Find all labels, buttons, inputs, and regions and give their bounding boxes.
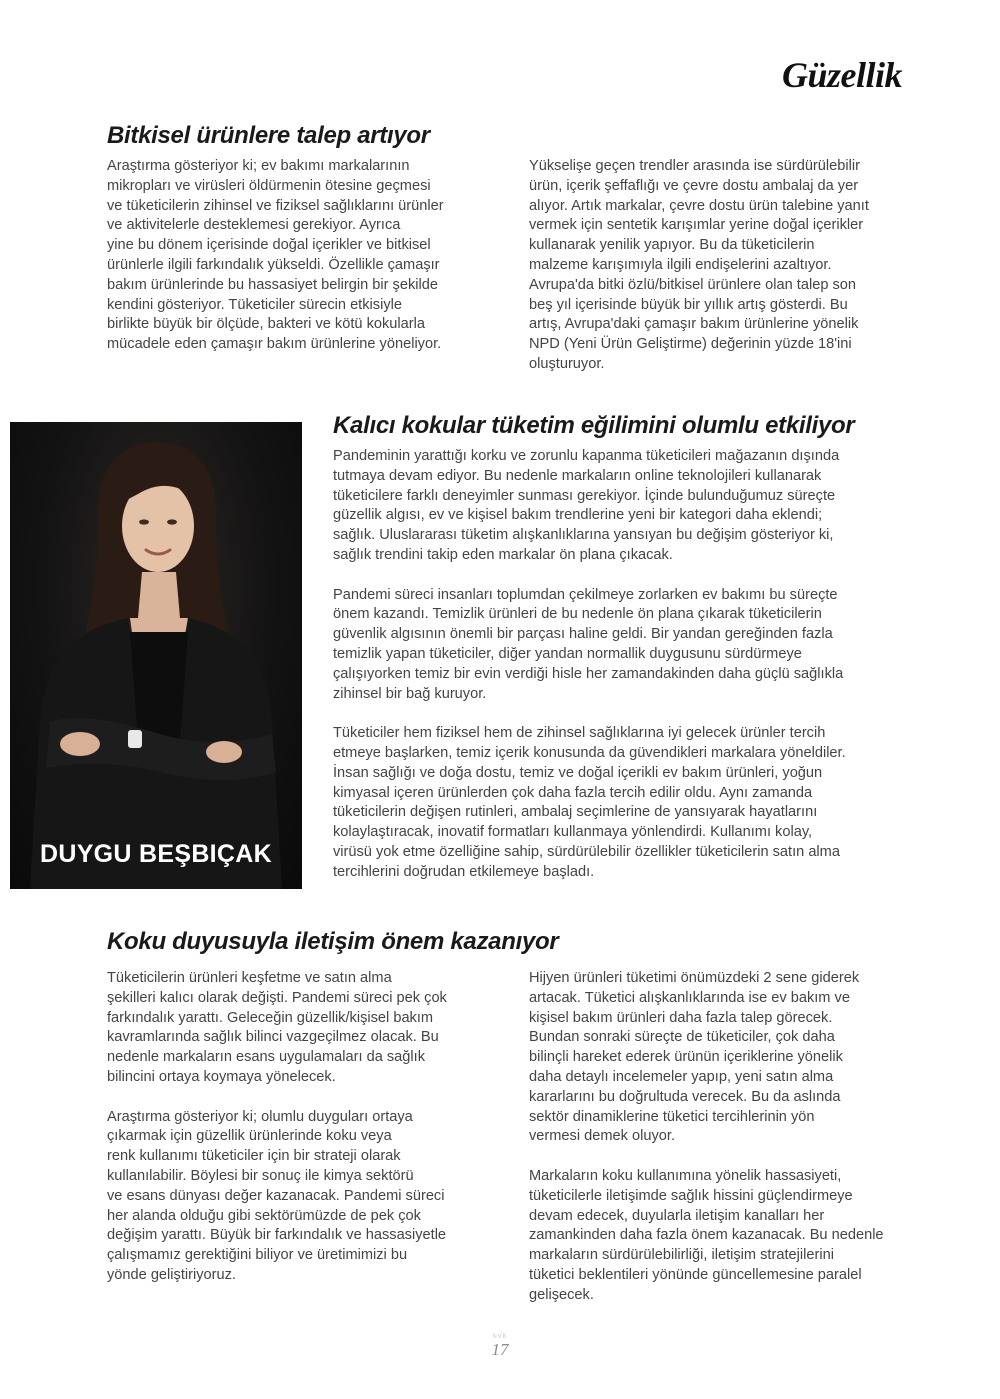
text-line: ürünlerle ilgili farkındalık yükseldi. Özellikle çamaşır	[107, 256, 440, 273]
portrait-illustration	[10, 422, 302, 889]
text-line: etmeye başlarken, temiz içerik konusunda da güvendikleri markalara yöneldiler.	[333, 744, 846, 761]
text-line: bakım ürünlerinde bu hassasiyet belirgin bir şekilde	[107, 276, 438, 293]
paragraph-s3-left-p2	[107, 1108, 507, 1286]
text-line: değişim yarattı. Büyük bir farkındalık ve hassasiyetle	[107, 1227, 447, 1244]
text-line: önem kazandı. Temizlik ürünleri de bu nedenle ön plana çıkarak tüketicilerin	[333, 606, 822, 623]
heading-kalici-kokular: Kalıcı kokular tüketim eğilimini olumlu etkiliyor	[333, 412, 855, 439]
text-line: tercihlerini doğrudan etkilemeye başladı.	[333, 863, 595, 880]
text-line: kararlarını bu doğrultuda verecek. Bu da aslında	[529, 1088, 841, 1105]
text-line: renk kullanımı tüketiciler için bir strateji olarak	[107, 1148, 401, 1165]
text-line: zihinsel bir bağ kuruyor.	[333, 685, 487, 702]
text-line: tüketicilerin değişen rutinleri, ambalaj seçimlerine de yansıyarak hayatlarını	[333, 804, 818, 821]
paragraph-s2-p3	[333, 724, 893, 882]
text-line: nedenle markaların esans uygulamaları da sağlık	[107, 1049, 425, 1066]
paragraph-s2-p2	[333, 586, 893, 705]
text-line: malzeme karışımıyla ilgili endişelerini azaltıyor.	[529, 256, 832, 273]
text-line: kullanılabilir. Böylesi bir sonuç ile kimya sektörü	[107, 1167, 414, 1184]
text-line: güvenlik algısının önemli bir parçası haline geldi. Bir yandan gereğinden fazla	[333, 626, 833, 643]
text-line: Markaların koku kullanımına yönelik hassasiyeti,	[529, 1167, 842, 1184]
section-label: Güzellik	[781, 55, 902, 95]
text-line: kimyasal içeren ürünlerden çok daha fazla tercih edilir oldu. Aynı zamanda	[333, 784, 813, 801]
text-line: ürün, içerik şeffaflığı ve çevre dostu ambalaj da yer	[529, 177, 859, 194]
heading-bitkisel: Bitkisel ürünlere talep artıyor	[107, 122, 430, 149]
text-line: tutmaya devam ediyor. Bu nedenle markaların online teknolojileri kullanarak	[333, 467, 822, 484]
text-line: ve aktivitelerle desteklemesi gerekiyor. Ayrıca	[107, 217, 401, 234]
column-s3-right	[529, 969, 929, 1306]
text-line: virüsü yok etme özelliğine sahip, sürdürülebilir özellikler tüketicilerin satın alma	[333, 843, 840, 860]
text-line: Araştırma gösteriyor ki; ev bakımı markalarının	[107, 158, 410, 174]
photo-caption: DUYGU BEŞBIÇAK	[40, 840, 272, 868]
text-line: oluşturuyor.	[529, 355, 605, 372]
text-line: beş yıl içerisinde büyük bir yıllık artış gösterdi. Bu	[529, 296, 848, 313]
text-line: tüketicilerle iletişimde sağlık hissini güçlendirmeye	[529, 1187, 853, 1204]
text-line: yönde geliştiriyoruz.	[107, 1266, 236, 1283]
text-line: Tüketiciler hem fiziksel hem de zihinsel sağlıklarına iyi gelecek ürünler tercih	[333, 725, 826, 742]
text-line: Pandeminin yarattığı korku ve zorunlu kapanma tüketicileri mağazanın dışında	[333, 448, 840, 464]
text-line: çalışıyorken temiz bir evin verdiği hisle her zamandakinden daha güçlü sağlıkla	[333, 665, 844, 682]
text-line: kendini gösteriyor. Tüketiciler sürecin etkisiyle	[107, 296, 402, 313]
text-line: alıyor. Artık markalar, çevre dostu ürün talebine yanıt	[529, 197, 869, 214]
paragraph-s3-right-p1	[529, 969, 929, 1147]
text-line: vermesi demek oluyor.	[529, 1128, 675, 1145]
text-line: kullanarak yenilik yapıyor. Bu da tüketicilerin	[529, 237, 815, 254]
text-line: kişisel bakım ürünleri daha fazla talep görecek.	[529, 1009, 833, 1026]
text-line: ve esans dünyası değer kazanacak. Pandemi süreci	[107, 1187, 445, 1204]
paragraph-s2-p1	[333, 447, 893, 566]
text-line: kolaylaştıracak, inovatif formatları kullanmaya yönlendirdi. Kullanımı kolay,	[333, 824, 813, 841]
text-line: sağlık trendini takip eden markalar ön plana çıkacak.	[333, 546, 673, 563]
text-line: Hijyen ürünleri tüketimi önümüzdeki 2 sene giderek	[529, 970, 860, 986]
text-line: yine bu dönem içerisinde doğal içerikler ve bitkisel	[107, 237, 431, 254]
text-line: zamankinden daha fazla önem kazanacak. Bu nedenle	[529, 1227, 884, 1244]
text-line: çıkarmak için güzellik ürünlerinde koku veya	[107, 1128, 392, 1145]
text-line: her alanda olduğu gibi sektörümüzde de pek çok	[107, 1207, 421, 1224]
heading-koku-duyusu: Koku duyusuyla iletişim önem kazanıyor	[107, 928, 559, 955]
text-line: mikropları ve virüsleri öldürmenin ötesine geçmesi	[107, 177, 431, 194]
page-footer	[0, 1333, 1000, 1359]
text-line: daha detaylı incelemeler yapıp, yeni satın alma	[529, 1068, 834, 1085]
text-line: gelişecek.	[529, 1286, 594, 1303]
text-line: Bundan sonraki süreçte de tüketiciler, çok daha	[529, 1029, 835, 1046]
text-line: mücadele eden çamaşır bakım ürünlerine yöneliyor.	[107, 336, 442, 353]
text-line: vermek için sentetik karışımlar yerine doğal içerikler	[529, 217, 864, 234]
text-line: tüketicilere farklı deneyimler sunması gerekiyor. İçinde bulunduğumuz süreçte	[333, 487, 836, 504]
paragraph-s3-left-p1	[107, 969, 507, 1088]
text-line: bilinçli hareket ederek ürünün içeriklerine yönelik	[529, 1049, 843, 1066]
text-line: Pandemi süreci insanları toplumdan çekilmeye zorlarken ev bakımı bu süreçte	[333, 586, 838, 603]
text-line: tüketici beklentileri yönünde güncellemesine paralel	[529, 1266, 862, 1283]
paragraph-s3-right-p2	[529, 1167, 929, 1306]
footer-mark: NVK	[492, 1334, 508, 1340]
text-line: Araştırma gösteriyor ki; olumlu duyguları ortaya	[107, 1108, 413, 1125]
text-line: bilincini ortaya koymaya yönelecek.	[107, 1068, 336, 1085]
text-line: ve tüketicilerin zihinsel ve fiziksel sağlıklarını ürünler	[107, 197, 444, 214]
text-line: çalışmamız gerektiğini biliyor ve üretimimizi bu	[107, 1247, 408, 1264]
text-line: artış, Avrupa'daki çamaşır bakım ürünlerine yönelik	[529, 316, 859, 333]
text-line: Yükselişe geçen trendler arasında ise sürdürülebilir	[529, 158, 860, 174]
column-s1-left	[107, 157, 507, 355]
column-s2	[333, 447, 893, 883]
column-s1-right	[529, 157, 929, 375]
page-number: 17	[491, 1340, 509, 1359]
text-line: sektör dinamiklerine tüketici tercihlerinin yön	[529, 1108, 815, 1125]
text-line: devam edecek, duyularla iletişim kanalları her	[529, 1207, 825, 1224]
text-line: Tüketicilerin ürünleri keşfetme ve satın alma	[107, 970, 392, 986]
portrait-photo	[10, 422, 302, 889]
text-line: birlikte büyük bir ölçüde, bakteri ve kötü kokularla	[107, 316, 425, 333]
text-line: İnsan sağlığı ve doğa dostu, temiz ve doğal içerikli ev bakım ürünleri, yoğun	[333, 764, 823, 781]
text-line: markaların sürdürülebilirliği, iletişim stratejilerini	[529, 1247, 834, 1264]
text-line: NPD (Yeni Ürün Geliştirme) değerinin yüzde 18'ini	[529, 336, 852, 353]
text-line: sağlık. Uluslararası tüketim alışkanlıklarına yansıyan bu değişim gösteriyor ki,	[333, 527, 834, 544]
text-line: kavramlarında sağlık bilinci vazgeçilmez olacak. Bu	[107, 1029, 439, 1046]
text-line: artacak. Tüketici alışkanlıklarında ise ev bakım ve	[529, 989, 850, 1006]
text-line: Avrupa'da bitki özlü/bitkisel ürünlere olan talep son	[529, 276, 857, 293]
text-line: şekilleri kalıcı olarak değişti. Pandemi süreci pek çok	[107, 989, 447, 1006]
text-line: farkındalık yarattı. Geleceğin güzellik/kişisel bakım	[107, 1009, 434, 1026]
text-line: güzellik algısı, ev ve kişisel bakım trendlerine yeni bir kategori daha eklendi;	[333, 507, 823, 524]
text-line: temizlik yapan tüketiciler, diğer yandan normallik duygusunu sürdürmeye	[333, 645, 802, 662]
column-s3-left	[107, 969, 507, 1286]
